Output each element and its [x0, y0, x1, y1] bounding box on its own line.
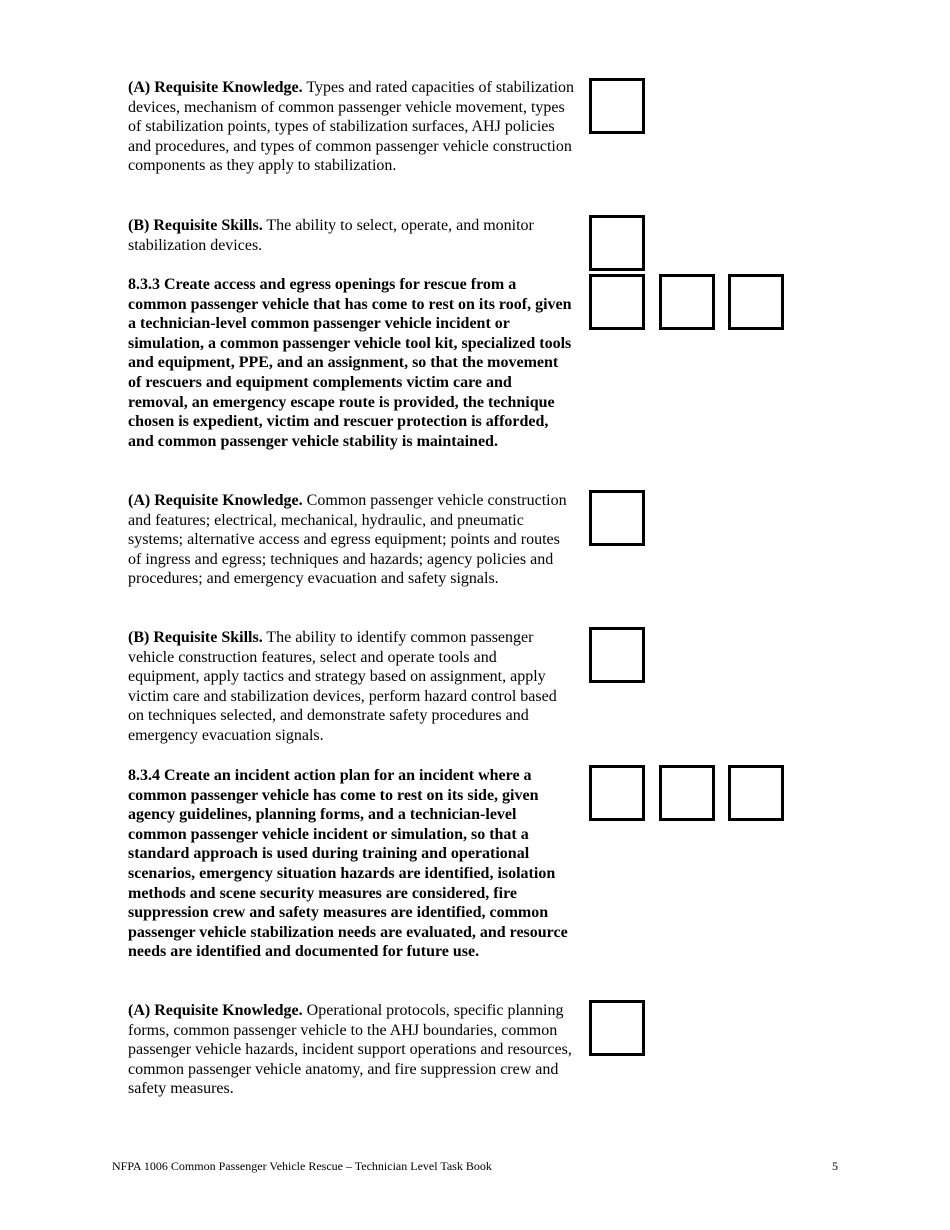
signoff-checkbox[interactable] [589, 1000, 645, 1056]
jpr-8-3-3-statement: 8.3.3 Create access and egress openings for rescue from a common passenger vehicle that has come to rest on its roof, given a technician-level common passenger vehicle incident or simulation, a common passenger vehicle tool kit, specialized tools and equipment, PPE, and an assignment, so that the movement of rescuers and equipment complements victim care and removal, an emergency escape route is provided, the technique chosen is expedient, victim and rescuer protection is afforded, and common passenger vehicle stability is maintained. [128, 276, 572, 450]
signoff-checkbox[interactable] [589, 274, 645, 330]
page-number: 5 [832, 1159, 838, 1173]
paragraph-heading: (B) Requisite Skills. [128, 629, 263, 646]
signoff-checkbox[interactable] [589, 490, 645, 546]
signoff-checkbox[interactable] [589, 215, 645, 271]
signoff-checkbox[interactable] [589, 765, 645, 821]
signoff-checkbox[interactable] [659, 274, 715, 330]
requisite-knowledge-paragraph [128, 1001, 578, 1099]
paragraph-heading: (A) Requisite Knowledge. [128, 79, 303, 96]
footer-title: NFPA 1006 Common Passenger Vehicle Rescue – Technician Level Task Book [112, 1159, 492, 1173]
paragraph-text: The ability to identify common passenger vehicle construction features, select and operate tools and equipment, apply tactics and strategy based on assignment, apply victim care and stabilization devices, perform hazard control based on techniques selected, and demonstrate safety procedures and emergency evacuation signals. [128, 629, 557, 744]
requisite-knowledge-paragraph [128, 78, 578, 176]
paragraph-text: Common passenger vehicle construction and features; electrical, mechanical, hydraulic, and pneumatic systems; alternative access and egress equipment; points and routes of ingress and egress; techniques and hazards; agency policies and procedures; and emergency evacuation and safety signals. [128, 492, 567, 588]
signoff-checkbox[interactable] [728, 274, 784, 330]
signoff-checkbox[interactable] [589, 78, 645, 134]
requisite-knowledge-paragraph [128, 491, 573, 589]
paragraph-heading: (B) Requisite Skills. [128, 217, 263, 234]
paragraph-text: The ability to select, operate, and monitor stabilization devices. [128, 217, 534, 254]
paragraph-text: Types and rated capacities of stabilization devices, mechanism of common passenger vehicle movement, types of stabilization points, types of stabilization surfaces, AHJ policies and procedures, and types of common passenger vehicle construction components as they apply to stabilization. [128, 79, 575, 175]
jpr-8-3-4-statement: 8.3.4 Create an incident action plan for an incident where a common passenger vehicle has come to rest on its side, given agency guidelines, planning forms, and a technician-level common passenger vehicle incident or simulation, so that a standard approach is used during training and operational scenarios, emergency situation hazards are identified, isolation methods and scene security measures are considered, fire suppression crew and safety measures are identified, common passenger vehicle stabilization needs are evaluated, and resource needs are identified and documented for future use. [128, 767, 568, 961]
signoff-checkbox[interactable] [589, 627, 645, 683]
signoff-checkbox[interactable] [659, 765, 715, 821]
paragraph-heading: (A) Requisite Knowledge. [128, 492, 303, 509]
signoff-checkbox[interactable] [728, 765, 784, 821]
paragraph-text: Operational protocols, specific planning forms, common passenger vehicle to the AHJ boundaries, common passenger vehicle hazards, incident support operations and resources, common passenger vehicle anatomy, and fire suppression crew and safety measures. [128, 1002, 572, 1098]
paragraph-heading: (A) Requisite Knowledge. [128, 1002, 303, 1019]
requisite-skills-paragraph [128, 216, 578, 255]
requisite-skills-paragraph [128, 628, 568, 746]
